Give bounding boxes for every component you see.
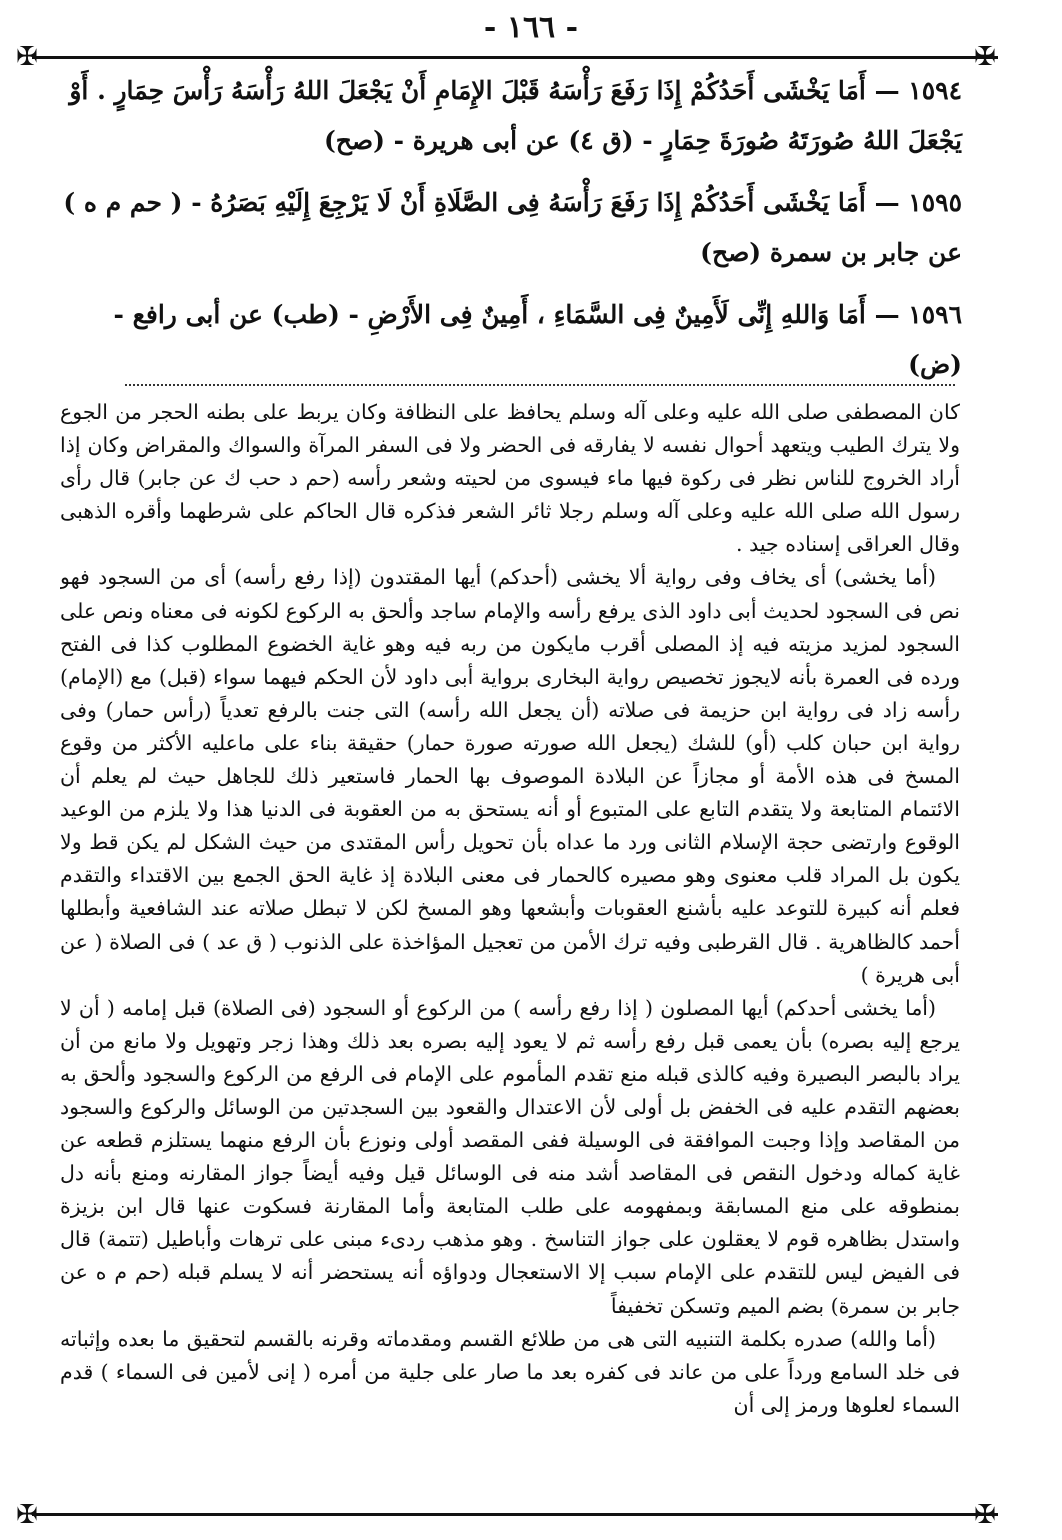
corner-ornament-icon: ✠ bbox=[974, 1500, 996, 1530]
commentary-section bbox=[60, 396, 960, 1504]
commentary-paragraph: (أما يخشى) أى يخاف وفى رواية ألا يخشى (أحدكم) أيها المقتدون (إذا رفع رأسه) أى من السجود فهو نص فى السجود لحديث أبى داود الذى يرفع رأسه والإمام ساجد وألحق به الركوع لكونه فى معناه ونص على السجود لمزيد مزيته فيه إذ المصلى أقرب مايكون من ربه فيه وهو غاية الخضوع المطلوب كذا فى الفتح ورده فى العمرة بأنه لايجوز تخصيص رواية البخارى برواية أبى داود لأن الحكم فيهما سواء (قبل) مع (الإمام) رأسه زاد فى رواية ابن حزيمة فى صلاته (أن يجعل الله رأسه) التى جنت بالرفع تعدياً (رأس حمار) وفى رواية ابن حبان كلب (أو) للشك (يجعل الله صورته صورة حمار) حقيقة بناء على ماعليه الأكثر من وقوع المسخ فى هذه الأمة أو مجازاً عن البلادة الموصوف بها الحمار فاستعير ذلك للجاهل حيث لم يعلم أن الائتمام المتابعة ولا يتقدم التابع على المتبوع أو أنه يستحق به من العقوبة فى الدنيا هذا ولا يلزم من الوعيد الوقوع وارتضى حجة الإسلام الثانى ورد ما عداه بأن تحويل رأس المقتدى من حيث الشكل لم يكن قط ولا يكون بل المراد قلب معنوى وهو مصيره كالحمار فى معنى البلادة إذ غاية الحق الجمع بين الاقتداء والتقدم فعلم أنه كبيرة للتوعد عليه بأشنع العقوبات وأبشعها وهو المسخ لكن لا تبطل صلاته عند الشافعية وأبطلها أحمد كالظاهرية . قال القرطبى وفيه ترك الأمن من تعجيل المؤاخذة على الذنوب ( ق عد ) فى الصلاة ( عن أبى هريرة ) bbox=[60, 565, 960, 987]
page-number: - ١٦٦ - bbox=[483, 10, 579, 45]
corner-ornament-icon: ✠ bbox=[16, 1500, 38, 1530]
corner-ornament-icon: ✠ bbox=[974, 42, 996, 72]
top-rule bbox=[32, 56, 998, 59]
commentary-paragraph: (أما يخشى أحدكم) أيها المصلون ( إذا رفع رأسه ) من الركوع أو السجود (فى الصلاة) قبل إمامه ( أن لا يرجع إليه بصره) بأن يعمى قبل رفع رأسه ثم لا يعود إليه بصره بعد ذلك وهذا زجر وتهويل ولا مانع من أن يراد بالبصر البصيرة وفيه كالذى قبله منع تقدم المأموم على الإمام فى الرفع من الركوع والسجود وألحق به بعضهم التقدم عليه فى الخفض بل أولى لأن الاعتدال والقعود بين السجدتين من الوسائل والركوع والسجود من المقاصد وإذا وجبت الموافقة فى الوسيلة ففى المقصد أولى ونوزع بأن الرفع منهما يستلزم قطعه عن غاية كماله ودخول النقص فى المقاصد أشد منه فى الوسائل قيل وفيه أيضاً جواز المقارنه ومنع بأنه دل بمنطوقه على منع المسابقة وبمفهومه على طلب المتابعة وأما المقارنة فسكوت عنها قال ابن بزيزة واستدل بظاهره قوم لا يعقلون على جواز التناسخ . وهو مذهب ردىء مبنى على ترهات وأباطيل (تتمة) قال فى الفيض ليس للتقدم على الإمام سبب إلا الاستعجال ودواؤه أنه يستحضر أنه لا يسلم قبله (حم م ه عن جابر بن سمرة) بضم الميم وتسكن تخفيفاً bbox=[60, 995, 960, 1318]
dotted-separator bbox=[125, 384, 955, 386]
commentary-paragraph: (أما والله) صدره بكلمة التنبيه التى هى من طلائع القسم ومقدماته وقرنه بالقسم لتحقيق ما بعده وإثباته فى خلد السامع ورداً على من عاند فى كفره بعد ما صار على جلية من أمره ( إنى لأمين فى السماء ) قدم السماء لعلوها ورمز إلى أن bbox=[60, 1326, 960, 1417]
bottom-rule bbox=[32, 1513, 998, 1516]
hadith-1596: ١٥٩٦ — أَمَا وَاللهِ إِنِّى لَأَمِينٌ فِى السَّمَاءِ ، أَمِينٌ فِى الأَرْضِ - (طب) عن أبى رافع - (ض) bbox=[113, 300, 962, 379]
hadith-section bbox=[62, 66, 962, 380]
hadith-1595: ١٥٩٥ — أَمَا يَخْشَى أَحَدُكُمْ إِذَا رَفَعَ رَأْسَهُ فِى الصَّلَاةِ أَنْ لَا يَرْجِعَ إِلَيْهِ بَصَرُهُ - ( حم م ه ) عن جابر بن سمرة (صح) bbox=[63, 188, 962, 267]
corner-ornament-icon: ✠ bbox=[16, 42, 38, 72]
commentary-paragraph: كان المصطفى صلى الله عليه وعلى آله وسلم يحافظ على النظافة وكان يربط على بطنه الحجر من الجوع ولا يترك الطيب ويتعهد أحوال نفسه لا يفارقه فى الحضر ولا فى السفر المرآة والسواك والمقراض وكان إذا أراد الخروج للناس نظر فى ركوة فيها ماء فيسوى من لحيته وشعر رأسه (حم د حب ك عن جابر) قال رأى رسول الله صلى الله عليه وعلى آله وسلم رجلا ثائر الشعر فذكره قال الحاكم على شرطهما وأقره الذهبى وقال العراقى إسناده جيد . bbox=[60, 400, 960, 557]
hadith-1594: ١٥٩٤ — أَمَا يَخْشَى أَحَدُكُمْ إِذَا رَفَعَ رَأْسَهُ قَبْلَ الإِمَامِ أَنْ يَجْعَلَ اللهُ رَأْسَهُ رَأْسَ حِمَارٍ . أَوْ يَجْعَلَ اللهُ صُورَتَهُ صُورَةَ حِمَارٍ - (ق ٤) عن أبى هريرة - (صح) bbox=[69, 76, 962, 155]
